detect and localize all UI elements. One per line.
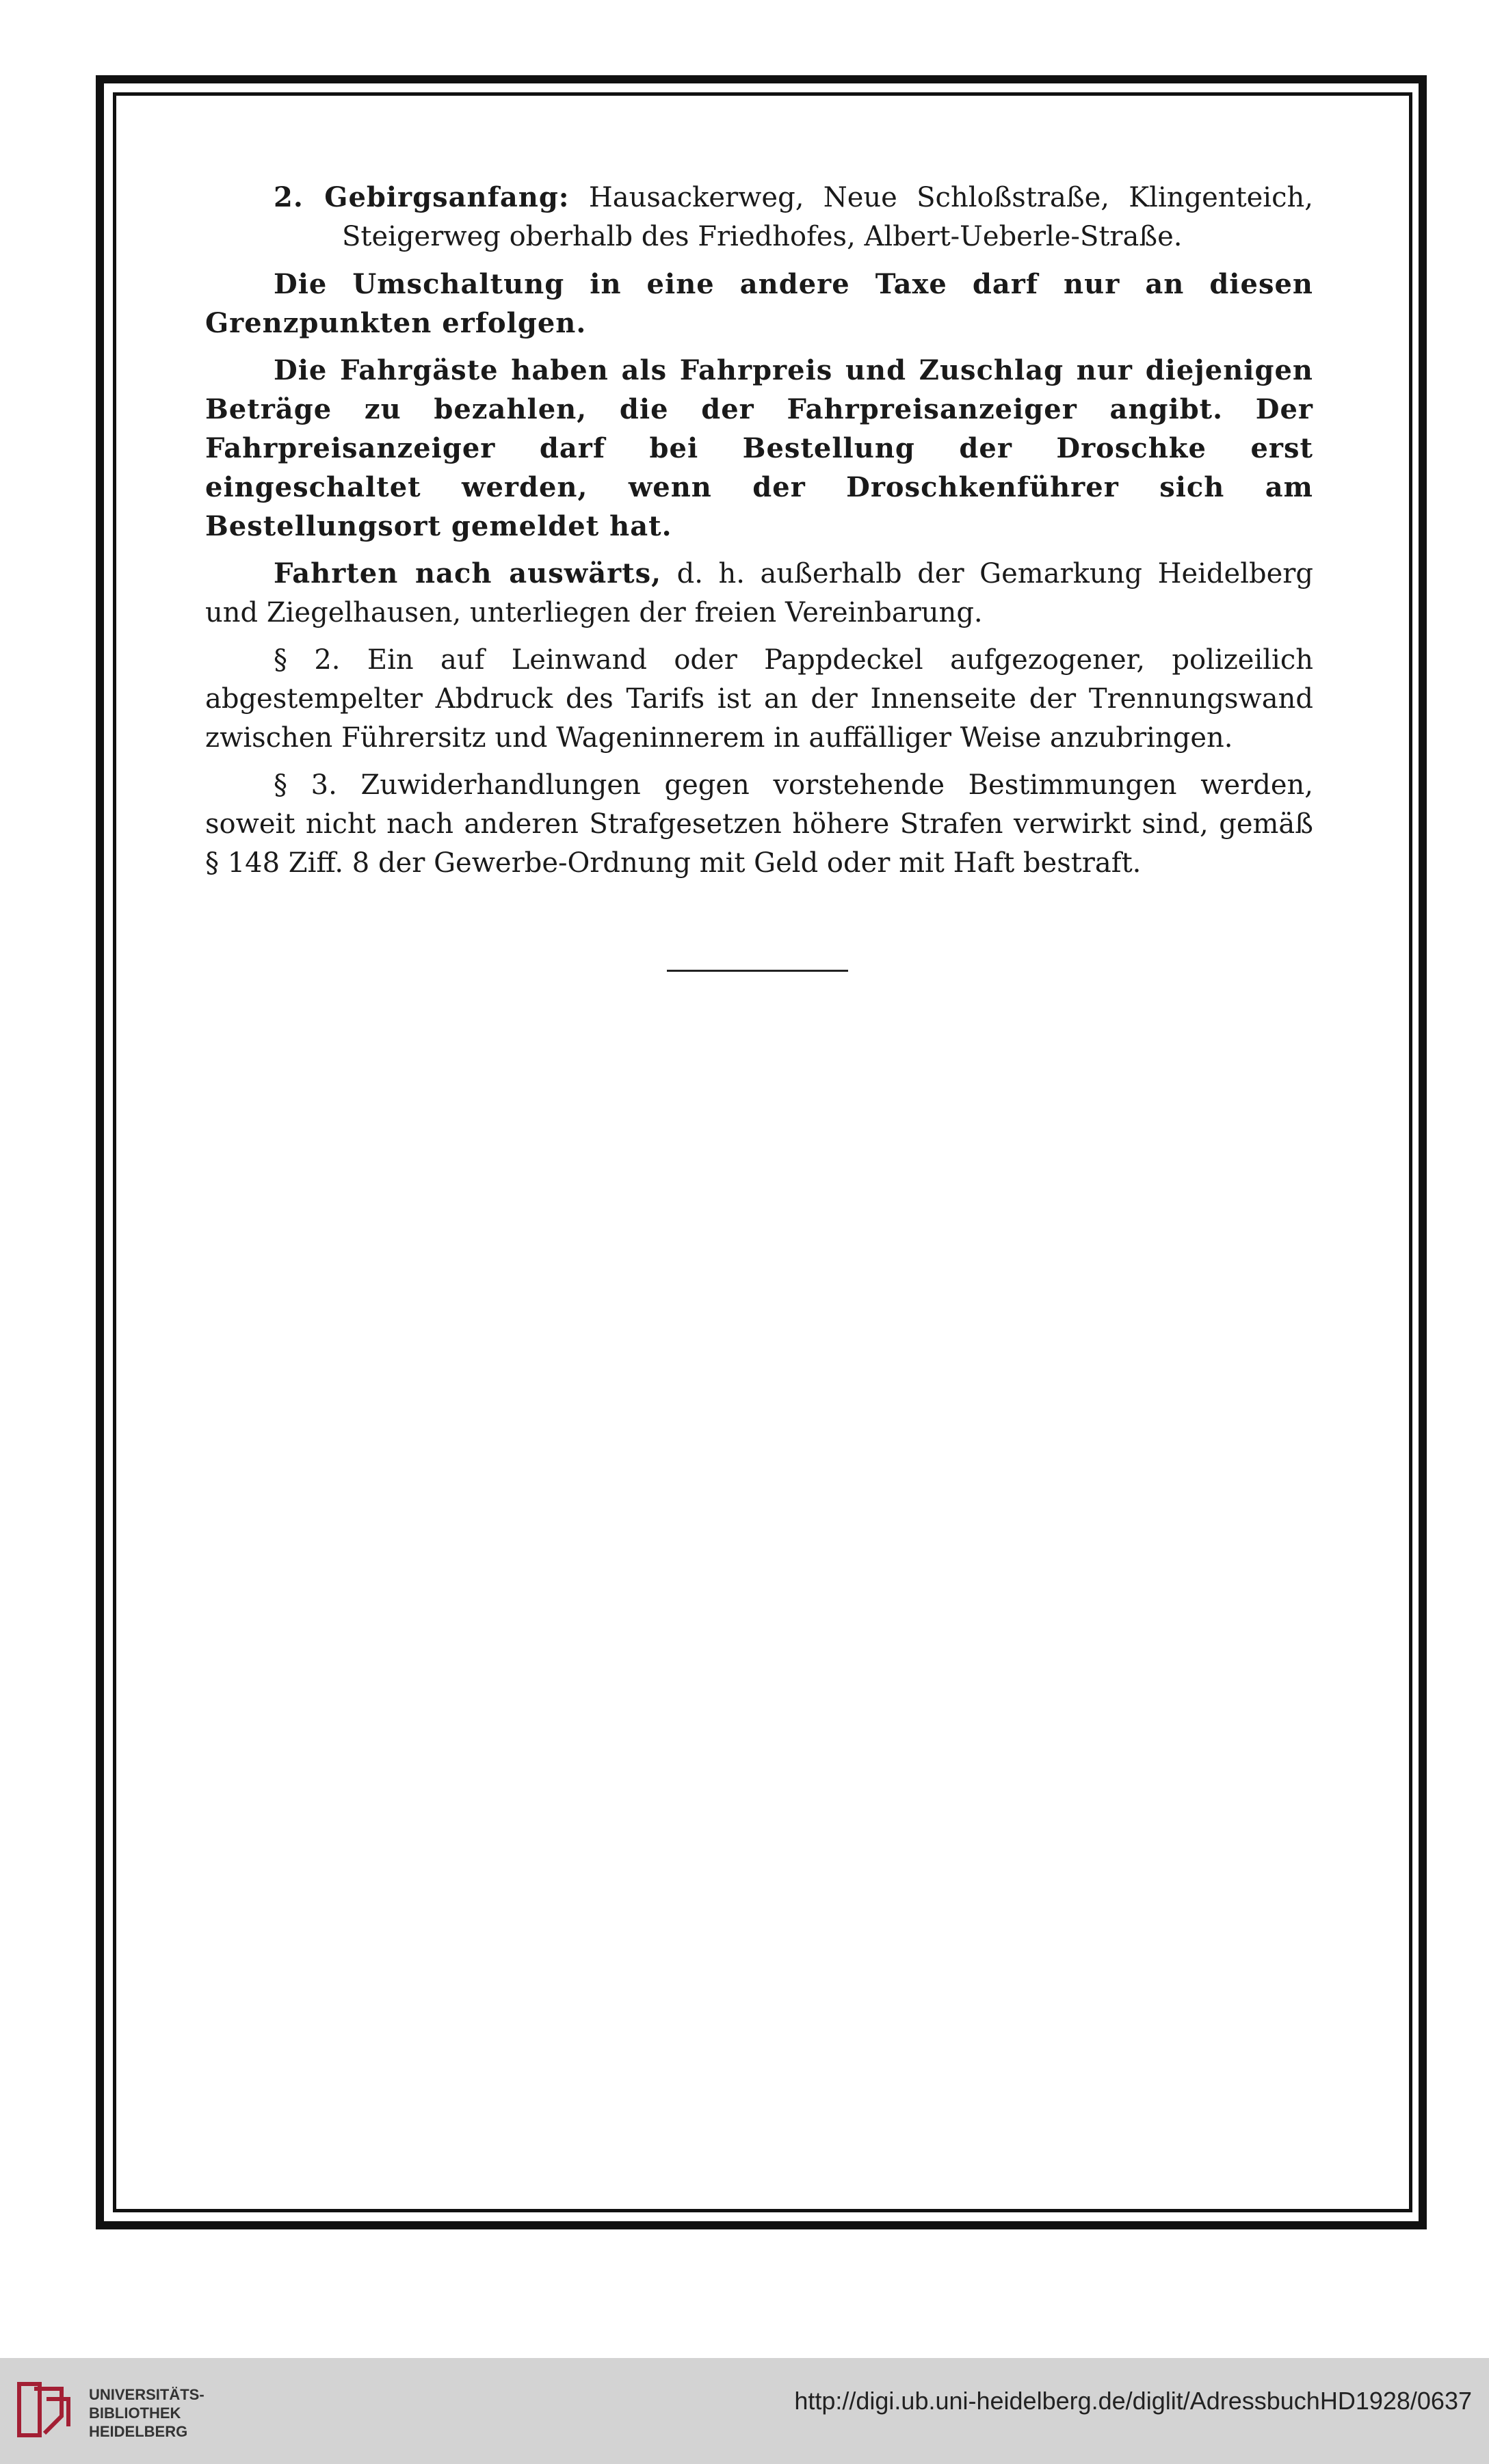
paragraph-fahrgaeste: Die Fahrgäste haben als Fahrpreis und Zuschlag nur diejenigen Beträge zu bezahlen, die der Fahrpreisanzeiger angibt. Der Fahrpreisanzeiger darf bei Bestellung der Droschke erst eingeschaltet werden, wenn der Droschkenführer sich am Bestellungsort gemeldet hat.: [205, 354, 1313, 542]
paragraph-section-3: § 3. Zuwiderhandlungen gegen vorstehende Bestimmungen werden, soweit nicht nach anderen Strafgesetzen höhere Strafen verwirkt sind, gemäß § 148 Ziff. 8 der Gewerbe-Ordnung mit Geld oder mit Haft bestraft.: [205, 769, 1313, 879]
section-divider: [667, 970, 848, 972]
paragraph-text: d. h. außerhalb der Gemarkung Heidelberg und Ziegelhausen, unterliegen der freien Vereinbarung.: [205, 558, 1313, 628]
library-name-line: BIBLIOTHEK: [89, 2405, 181, 2422]
library-name-line: HEIDELBERG: [89, 2423, 188, 2440]
paragraph-lead: Fahrten nach auswärts,: [274, 557, 662, 589]
library-logo-icon: [14, 2379, 79, 2443]
paragraph-lead: 2. Gebirgsanfang:: [274, 181, 570, 213]
document-body: [205, 178, 1313, 891]
source-url-link[interactable]: http://digi.ub.uni-heidelberg.de/diglit/AdressbuchHD1928/0637: [794, 2387, 1472, 2415]
footer-bar: [0, 2358, 1489, 2464]
paragraph-gebirgsanfang: [274, 178, 1313, 256]
paragraph-umschaltung: Die Umschaltung in eine andere Taxe darf nur an diesen Grenzpunkten erfolgen.: [205, 268, 1313, 339]
paragraph-auswaerts: [205, 554, 1313, 633]
library-name-line: UNIVERSITÄTS-: [89, 2386, 205, 2403]
library-name: [89, 2385, 205, 2441]
paragraph-section-2: § 2. Ein auf Leinwand oder Pappdeckel aufgezogener, polizeilich abgestempelter Abdruck des Tarifs ist an der Innenseite der Trennungswand zwischen Führersitz und Wageninnerem in auffälliger Weise anzubringen.: [205, 644, 1313, 754]
paragraph-text: Hausackerweg, Neue Schloßstraße, Klingenteich, Steigerweg oberhalb des Friedhofes, Albert-Ueberle-Straße.: [342, 182, 1313, 252]
